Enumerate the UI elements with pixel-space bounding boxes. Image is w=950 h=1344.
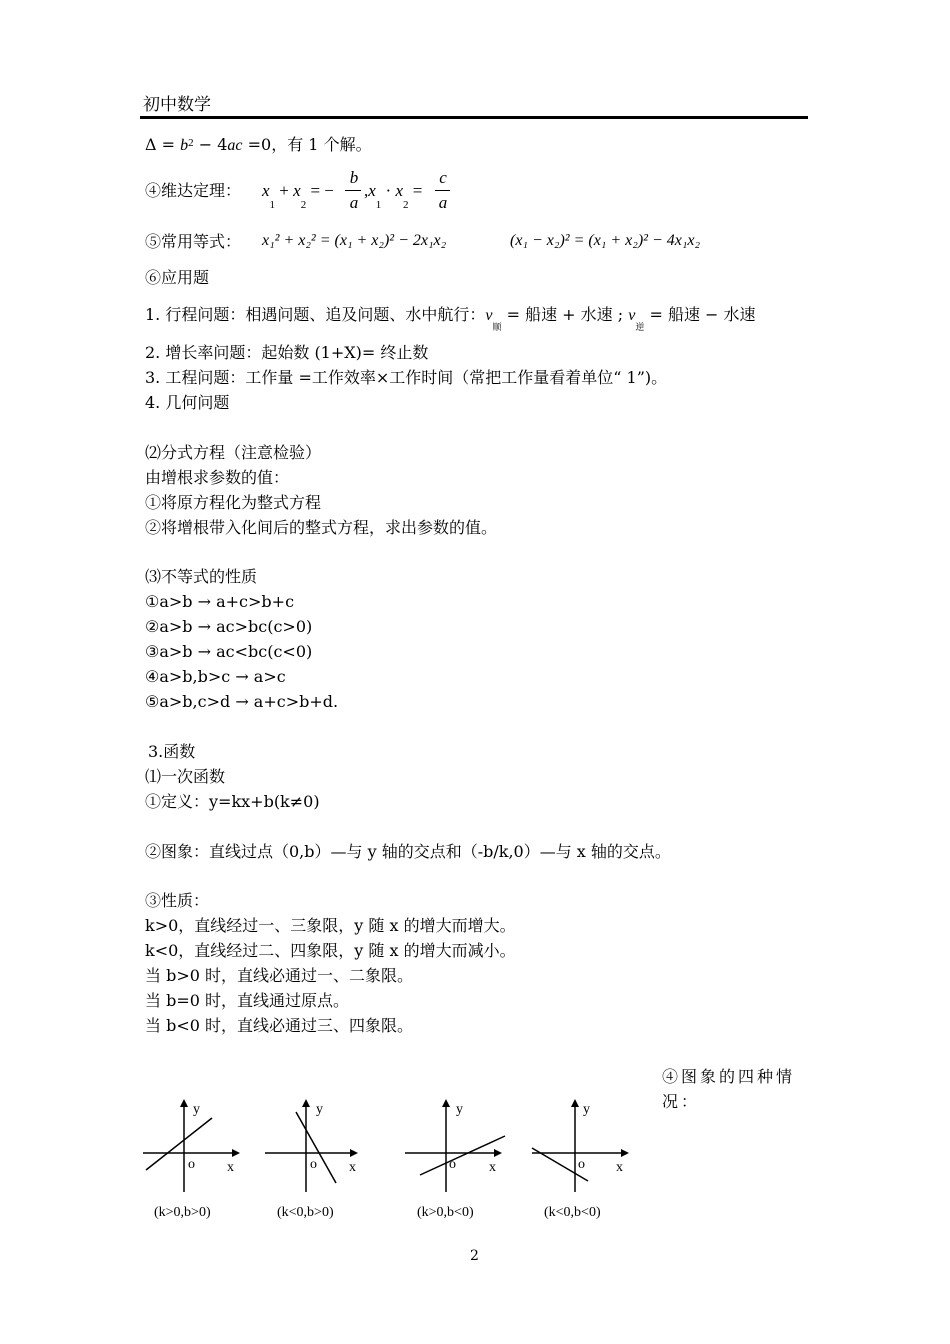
fractional-line-3: ②将增根带入化间后的整式方程，求出参数的值。	[145, 518, 498, 537]
discriminant-tail: =0，有 1 个解。	[247, 135, 372, 154]
origin-label: o	[578, 1157, 585, 1172]
origin-label: o	[310, 1157, 317, 1172]
var-v-2: v	[628, 307, 636, 324]
inequality-item: ②a>b → ac>bc(c>0)	[145, 617, 313, 636]
property-line: k>0，直线经过一、三象限，y 随 x 的增大而增大。	[145, 916, 516, 935]
identities-label: ⑤常用等式：	[145, 232, 242, 251]
delta-symbol: Δ	[145, 135, 157, 154]
sub-1b: 1	[375, 199, 382, 211]
sub-2b: 2	[403, 199, 409, 211]
application-item-3: 3. 工程问题：工作量 =工作效率×工作时间（常把工作量看着单位“ 1”)。	[145, 368, 668, 387]
inequality-item: ③a>b → ac<bc(c<0)	[145, 642, 313, 661]
minus-four: − 4	[198, 135, 228, 154]
inequality-item: ①a>b → a+c>b+c	[145, 592, 295, 611]
graph-k-neg-b-pos	[265, 1101, 356, 1220]
vieta-num-b: b	[349, 168, 359, 187]
var-v: v	[485, 307, 493, 324]
property-line: k<0，直线经过二、四象限，y 随 x 的增大而减小。	[145, 941, 516, 960]
graph-k-pos-b-pos	[143, 1101, 238, 1220]
equals-minus: = −	[310, 181, 334, 200]
application-item-4: 4. 几何问题	[145, 393, 230, 412]
dot: ·	[385, 181, 392, 200]
item1-mid: = 船速 + 水速 ;	[506, 305, 624, 324]
property-line: 当 b=0 时，直线通过原点。	[145, 991, 350, 1010]
property-line: 当 b<0 时，直线必通过三、四象限。	[145, 1016, 414, 1035]
function-graph: ②图象：直线过点（0,b）—与 y 轴的交点和（-b/k,0）—与 x 轴的交点。	[145, 842, 671, 861]
graph-caption: (k>0,b>0)	[154, 1205, 211, 1220]
graph-caption: (k<0,b<0)	[544, 1205, 601, 1220]
function-definition: ①定义：y=kx+b(k≠0)	[145, 792, 320, 811]
var-x2b: x	[395, 181, 404, 200]
var-x2: x	[293, 181, 301, 200]
var-b: b	[180, 137, 189, 154]
y-label: y	[456, 1102, 463, 1117]
plus-sign: +	[279, 181, 289, 200]
sub-2: 2	[300, 199, 307, 211]
vieta-den-a: a	[349, 193, 359, 212]
equals-sign-2: =	[412, 181, 423, 200]
four-cases-line-2: 况：	[662, 1092, 701, 1111]
sub-ni: 逆	[635, 323, 645, 333]
fractional-title: ⑵分式方程（注意检验）	[145, 443, 322, 462]
identity-formula-2: (x₁ − x₂)² = (x₁ + x₂)² − 4x₁x₂	[510, 232, 701, 249]
function-line	[146, 1118, 212, 1170]
x-label: x	[227, 1160, 234, 1175]
application-label: ⑥应用题	[145, 268, 210, 287]
y-label: y	[316, 1102, 323, 1117]
equals-sign: =	[161, 135, 176, 154]
vieta-label: ④维达定理：	[145, 181, 242, 200]
x-label: x	[616, 1160, 623, 1175]
graph-caption: (k<0,b>0)	[277, 1205, 334, 1220]
function-title: 3.函数	[148, 742, 196, 761]
application-item-2: 2. 增长率问题：起始数 (1+X)= 终止数	[145, 343, 429, 362]
origin-label: o	[188, 1157, 195, 1172]
exponent: 2	[188, 137, 194, 149]
x-label: x	[349, 1160, 356, 1175]
properties-title: ③性质：	[145, 891, 210, 910]
page-number: 2	[470, 1248, 479, 1264]
inequality-item: ⑤a>b,c>d → a+c>b+d.	[145, 692, 339, 711]
y-label: y	[193, 1102, 200, 1117]
property-line: 当 b>0 时，直线必通过一、二象限。	[145, 966, 414, 985]
var-x1b: x	[368, 181, 376, 200]
comma: ,	[364, 181, 369, 200]
item1-end: = 船速 − 水速	[649, 305, 756, 324]
origin-label: o	[449, 1157, 456, 1172]
vieta-num-c: c	[439, 168, 447, 187]
function-subtitle: ⑴一次函数	[145, 767, 226, 786]
inequality-item: ④a>b,b>c → a>c	[145, 667, 286, 686]
y-label: y	[583, 1102, 590, 1117]
graph-caption: (k>0,b<0)	[417, 1205, 474, 1220]
graph-k-neg-b-neg	[532, 1101, 627, 1220]
function-line	[296, 1112, 336, 1183]
item1-prefix: 1. 行程问题：相遇问题、追及问题、水中航行：	[145, 305, 486, 324]
vieta-den-a2: a	[438, 193, 448, 212]
fractional-line-1: 由增根求参数的值：	[145, 468, 290, 487]
graph-k-pos-b-neg	[405, 1101, 505, 1220]
sub-shun: 顺	[492, 323, 502, 333]
var-ac: ac	[227, 137, 243, 154]
page-header-title: 初中数学	[143, 95, 211, 115]
var-x1: x	[262, 181, 270, 200]
identity-formula-1: x₁² + x₂² = (x₁ + x₂)² − 2x₁x₂	[262, 232, 447, 249]
fractional-line-2: ①将原方程化为整式方程	[145, 493, 322, 512]
x-label: x	[489, 1160, 496, 1175]
inequality-title: ⑶不等式的性质	[145, 567, 258, 586]
sub-1: 1	[269, 199, 276, 211]
four-cases-line-1: ④图象的四种情	[662, 1067, 796, 1086]
